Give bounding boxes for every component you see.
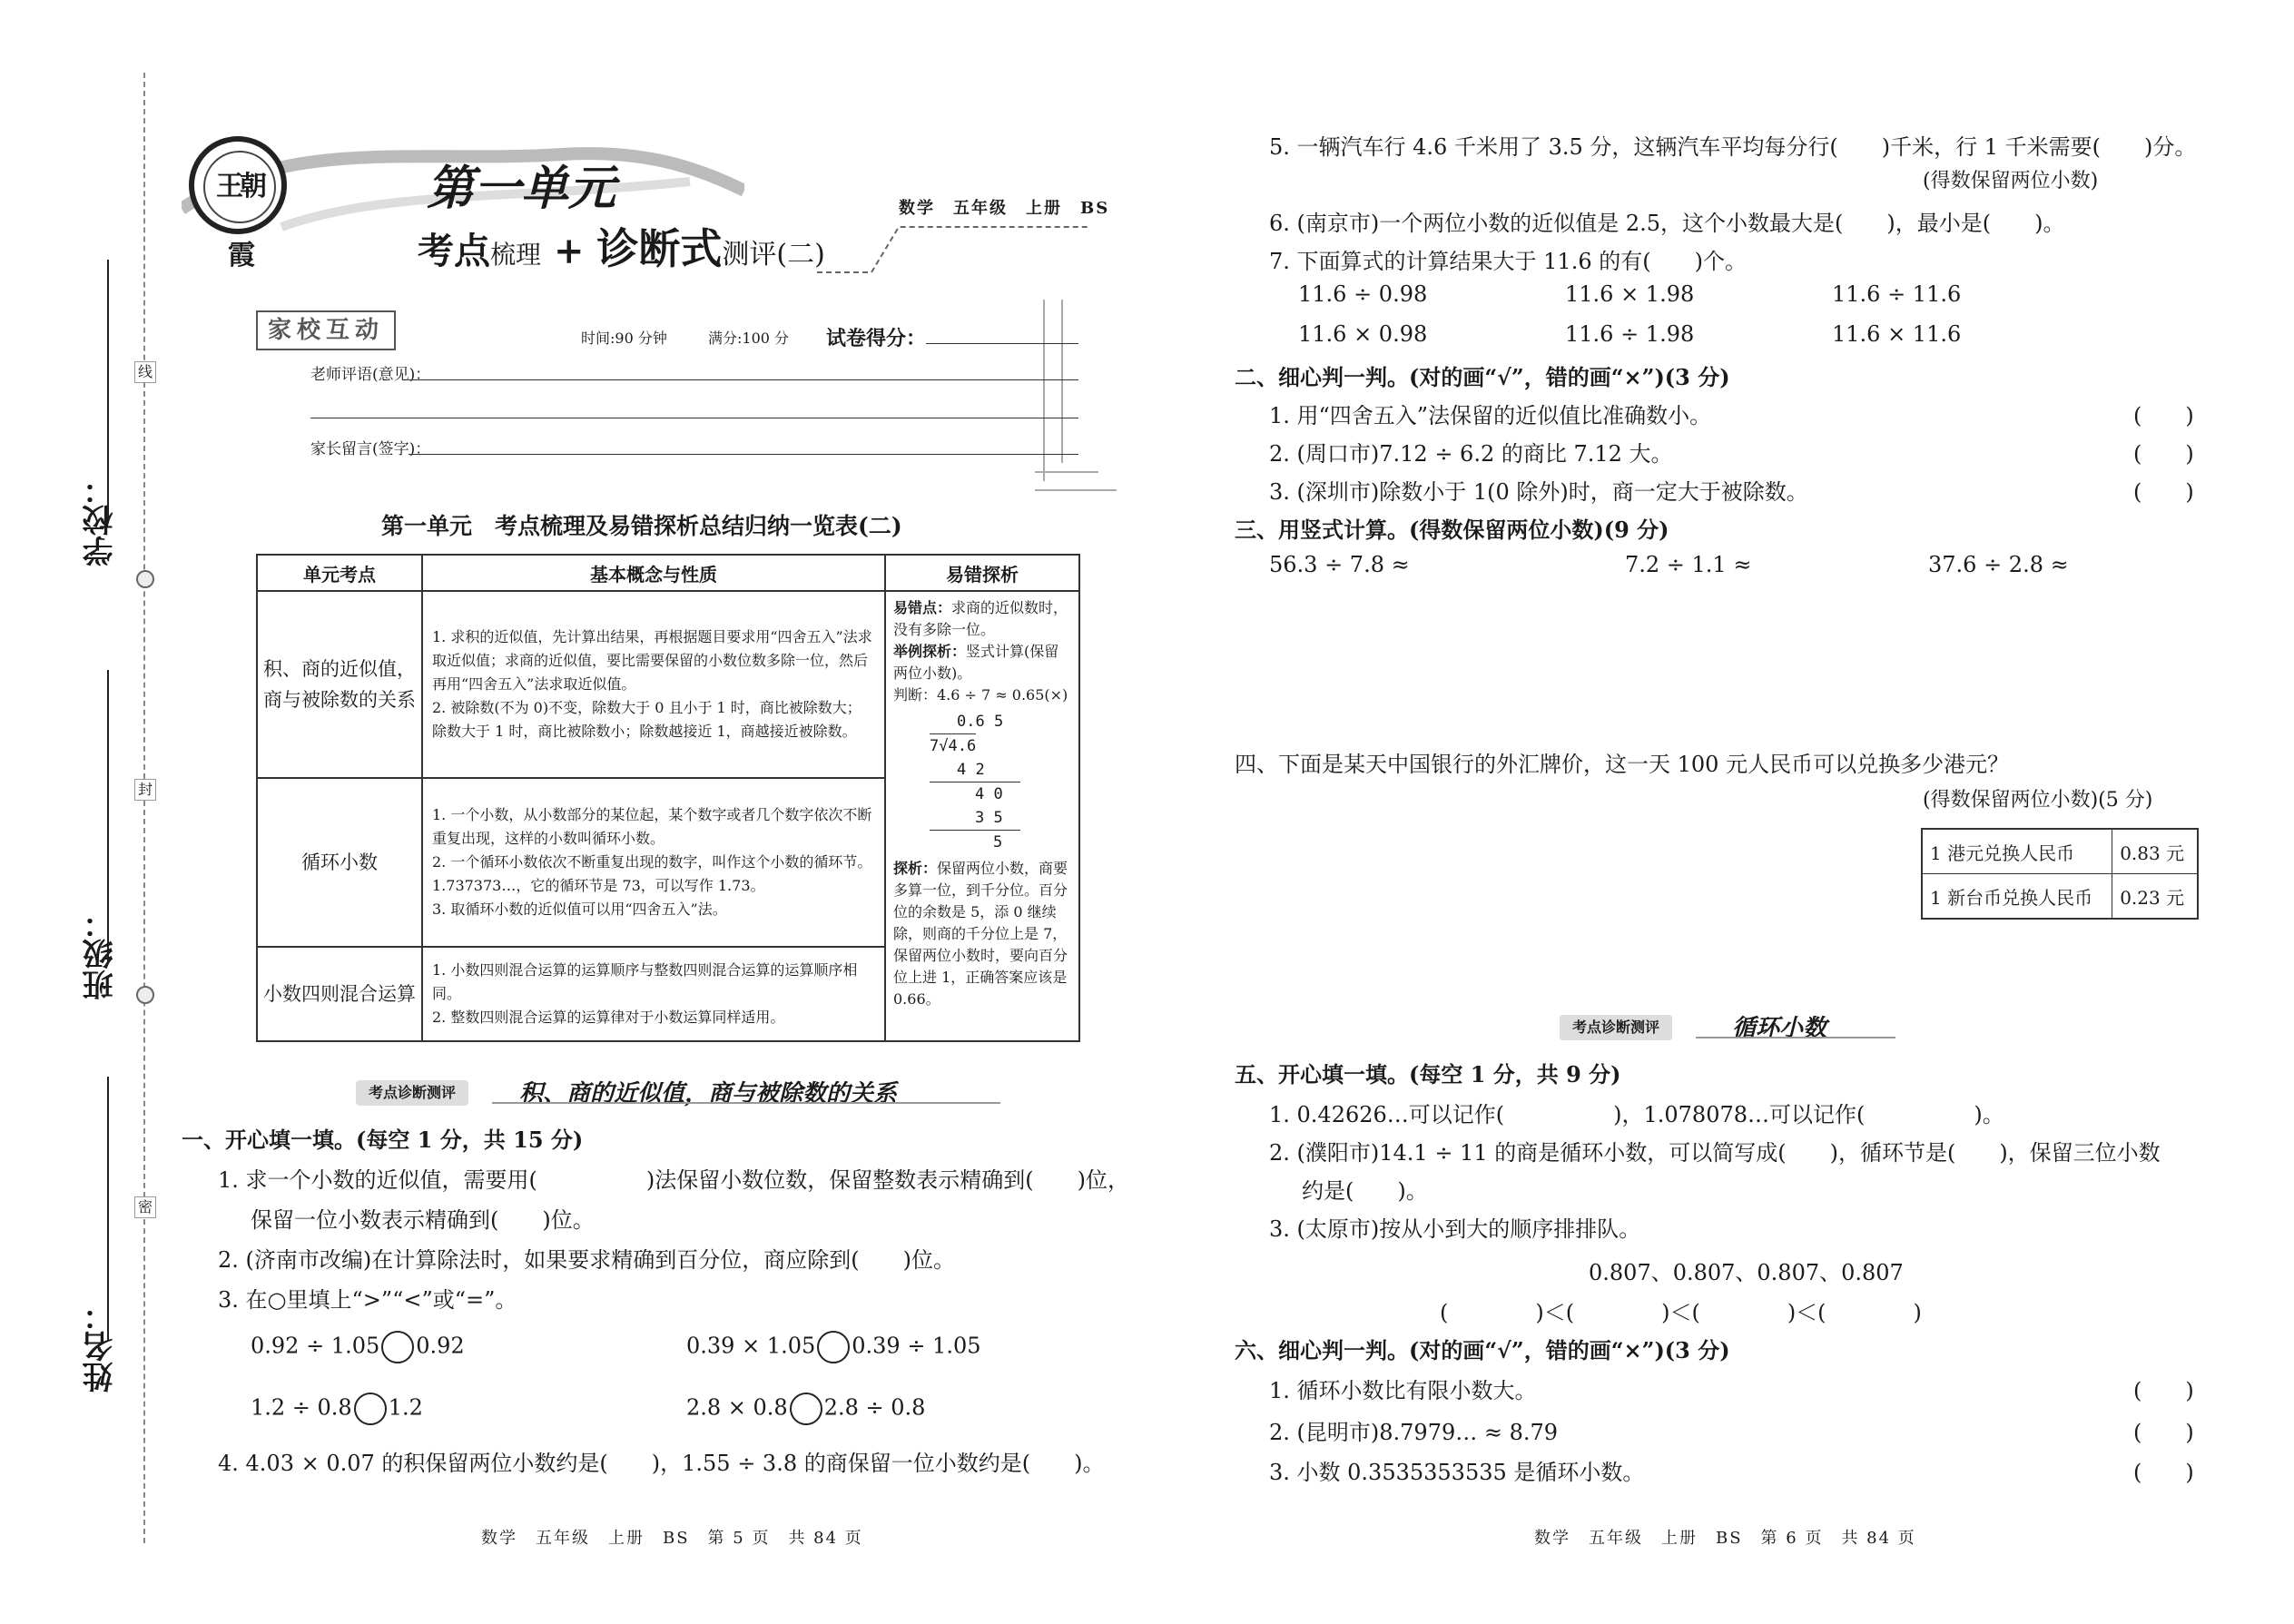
banner-arrow	[1696, 1037, 1895, 1038]
page-footer-left: 数学 五年级 上册 BS 第 5 页 共 84 页	[481, 1529, 863, 1548]
topic-cell: 积、商的近似值，商与被除数的关系	[257, 591, 422, 778]
time-label: 时间:90 分钟	[581, 330, 667, 347]
error-point-text: 求商的近似数时，没有多除一位。	[893, 599, 1068, 638]
col-header: 基本概念与性质	[422, 555, 885, 591]
section-banner	[1560, 1015, 1905, 1040]
concept-cell	[422, 947, 885, 1041]
banner-tag: 考点诊断测评	[1560, 1015, 1672, 1040]
error-analysis-text: 保留两位小数，商要多算一位，到千分位。百分位的余数是 5，添 0 继续除，则商的千分位上是 7，保留两位小数时，要向百分位上进 1，正确答案应该是 0.66。	[893, 860, 1068, 1008]
error-analysis-label: 探析：	[893, 860, 938, 877]
q7-option: 11.6 × 0.98	[1298, 321, 1428, 347]
q7-option: 11.6 ÷ 1.98	[1565, 321, 1695, 347]
repeating-decimals: 0.807、0.807、0.807、0.807	[1589, 1260, 1904, 1285]
compare-circle[interactable]	[354, 1393, 387, 1425]
part5-question-2a: 2. (濮阳市)14.1 ÷ 11 的商是循环小数，可以简写成( )，循环节是( )，保留三位小数	[1269, 1140, 2161, 1166]
division-step: 4 2	[930, 758, 1020, 782]
question-5-note: (得数保留两位小数)	[1923, 170, 2099, 192]
binding-hole	[136, 570, 154, 588]
compare-right: 0.92	[416, 1333, 465, 1359]
page-footer-right: 数学 五年级 上册 BS 第 6 页 共 84 页	[1534, 1529, 1916, 1548]
part4-note: (得数保留两位小数)(5 分)	[1923, 789, 2153, 812]
compare-circle[interactable]	[790, 1393, 822, 1425]
answer-paren[interactable]: ( )	[2133, 1420, 2194, 1445]
compare-item	[251, 1331, 465, 1363]
judge-item: 1. 用“四舍五入”法保留的近似值比准确数小。	[1269, 403, 1712, 428]
binding-hole	[136, 986, 154, 1004]
concept-item: 1. 求积的近似值，先计算出结果，再根据题目要求用“四舍五入”法求取近似值；求商的近似值，要比需要保留的小数位数多除一位，然后再用“四舍五入”法求取近似值。	[432, 628, 872, 693]
q7-option: 11.6 ÷ 11.6	[1832, 281, 1962, 307]
q7-option: 11.6 ÷ 0.98	[1298, 281, 1428, 307]
subtitle-part: 考点	[418, 230, 490, 272]
answer-paren[interactable]: ( )	[2133, 403, 2194, 428]
calc-item: 56.3 ÷ 7.8 ≈	[1269, 552, 1410, 577]
judge-item: 2. (周口市)7.12 ÷ 6.2 的商比 7.12 大。	[1269, 441, 1673, 467]
error-example-text: 竖式计算(保留两位小数)。	[893, 643, 1059, 682]
division-remainder: 5	[993, 833, 1003, 851]
banner-tag: 考点诊断测评	[356, 1080, 468, 1106]
question-1b: 保留一位小数表示精确到( )位。	[251, 1207, 595, 1233]
subtitle-part: 测评(二)	[722, 239, 825, 271]
question-6: 6. (南京市)一个两位小数的近似值是 2.5，这个小数最大是( )，最小是( )。	[1269, 211, 2065, 236]
compare-right: 0.39 ÷ 1.05	[852, 1333, 981, 1359]
division-quotient: 0.6 5	[957, 713, 1004, 731]
answer-paren[interactable]: ( )	[2133, 441, 2194, 467]
calc-item: 7.2 ÷ 1.1 ≈	[1625, 552, 1752, 577]
calc-item: 37.6 ÷ 2.8 ≈	[1928, 552, 2069, 577]
part5-question-3: 3. (太原市)按从小到大的顺序排排队。	[1269, 1216, 1641, 1242]
q7-option: 11.6 × 1.98	[1565, 281, 1695, 307]
division-dividend: 7√4.6	[930, 733, 976, 758]
section-banner	[356, 1080, 1009, 1106]
part5-title: 五、开心填一填。(每空 1 分，共 9 分)	[1235, 1061, 1621, 1088]
error-point-label: 易错点：	[893, 599, 952, 616]
banner-title: 积、商的近似值，商与被除数的关系	[519, 1080, 898, 1107]
question-7: 7. 下面算式的计算结果大于 11.6 的有( )个。	[1269, 249, 1747, 274]
rate-value: 0.23 元	[2112, 874, 2198, 920]
part5-question-1: 1. 0.42626…可以记作( )，1.078078…可以记作( )。	[1269, 1102, 2004, 1127]
judge-item: 3. (深圳市)除数小于 1(0 除外)时，商一定大于被除数。	[1269, 479, 1808, 505]
part3-title: 三、用竖式计算。(得数保留两位小数)(9 分)	[1235, 517, 1669, 543]
concept-item: 1. 一个小数，从小数部分的某位起，某个数字或者几个数字依次不断重复出现，这样的小数叫循环小数。	[432, 806, 872, 847]
concept-item: 1. 小数四则混合运算的运算顺序与整数四则混合运算的运算顺序相同。	[432, 961, 858, 1002]
error-analysis	[893, 858, 1071, 1010]
compare-item	[686, 1393, 925, 1425]
rate-label: 1 港元兑换人民币	[1922, 829, 2112, 874]
question-2: 2. (济南市改编)在计算除法时，如果要求精确到百分位，商应除到( )位。	[218, 1247, 955, 1273]
binding-mark-line: 线	[134, 361, 156, 383]
name-label: 姓名：	[83, 1300, 119, 1393]
question-1a: 1. 求一个小数的近似值，需要用( )法保留小数位数，保留整数表示精确到( )位，	[218, 1167, 1129, 1193]
division-step: 3 5	[930, 806, 1020, 831]
part2-title: 二、细心判一判。(对的画“√”，错的画“×”)(3 分)	[1235, 364, 1730, 390]
judge-item: 3. 小数 0.3535353535 是循环小数。	[1269, 1460, 1645, 1485]
subtitle-part: +	[553, 230, 585, 272]
question-4: 4. 4.03 × 0.07 的积保留两位小数约是( )，1.55 ÷ 3.8 的商保留一位小数约是( )。	[218, 1451, 1105, 1476]
teacher-comment-label: 老师评语(意见)：	[310, 366, 431, 384]
binding-mark-secret: 密	[134, 1196, 156, 1218]
compare-item	[686, 1331, 981, 1363]
summary-table	[256, 554, 1080, 1042]
rate-label: 1 新台币兑换人民币	[1922, 874, 2112, 920]
teacher-comment-blank[interactable]	[409, 379, 1078, 380]
answer-paren[interactable]: ( )	[2133, 1460, 2194, 1485]
subtitle-part: 梳理	[490, 240, 542, 270]
logo-text: 王朝霞	[203, 151, 276, 223]
compare-circle[interactable]	[817, 1331, 850, 1363]
col-header: 单元考点	[257, 555, 422, 591]
book-meta: 数学 五年级 上册 BS	[899, 199, 1110, 218]
topic-cell: 小数四则混合运算	[257, 947, 422, 1041]
banner-arrow	[492, 1102, 1000, 1104]
corner-decor	[1035, 300, 1117, 508]
family-school-badge: 家校互动	[256, 310, 396, 350]
exchange-rate-table	[1921, 828, 2199, 920]
subtitle-dash-decor	[817, 209, 1089, 281]
q7-option: 11.6 × 11.6	[1832, 321, 1962, 347]
compare-right: 2.8 ÷ 0.8	[823, 1394, 926, 1421]
binding-mark-seal: 封	[134, 779, 156, 801]
compare-left: 0.92 ÷ 1.05	[251, 1333, 380, 1359]
parent-comment-blank[interactable]	[409, 454, 1078, 455]
score-label: 试卷得分：	[826, 327, 927, 350]
compare-item	[251, 1393, 423, 1425]
ordering-blanks[interactable]: ( )＜( )＜( )＜( )	[1440, 1300, 1922, 1325]
compare-right: 1.2	[388, 1394, 423, 1421]
answer-paren[interactable]: ( )	[2133, 479, 2194, 505]
concept-cell	[422, 778, 885, 947]
part6-title: 六、细心判一判。(对的画“√”，错的画“×”)(3 分)	[1235, 1337, 1730, 1363]
division-step: 4 0	[975, 785, 1003, 803]
full-score-label: 满分:100 分	[708, 330, 790, 347]
binding-dashed-line	[143, 73, 145, 1543]
long-division	[893, 710, 1071, 854]
compare-left: 0.39 × 1.05	[686, 1333, 816, 1359]
score-blank[interactable]	[926, 343, 1078, 344]
answer-paren[interactable]: ( )	[2133, 1378, 2194, 1403]
part5-question-2b: 约是( )。	[1302, 1178, 1428, 1204]
banner-title: 循环小数	[1732, 1015, 1827, 1042]
summary-table-caption: 第一单元 考点梳理及易错探析总结归纳一览表(二)	[381, 513, 902, 539]
judge-item: 1. 循环小数比有限小数大。	[1269, 1378, 1537, 1403]
publisher-logo	[189, 136, 287, 271]
concept-cell	[422, 591, 885, 778]
compare-circle[interactable]	[381, 1331, 414, 1363]
concept-item: 2. 整数四则混合运算的运算律对于小数运算同样适用。	[432, 1009, 785, 1026]
parent-comment-label: 家长留言(签字)：	[310, 440, 431, 458]
topic-cell: 循环小数	[257, 778, 422, 947]
question-5: 5. 一辆汽车行 4.6 千米用了 3.5 分，这辆汽车平均每分行( )千米，行 1 千米需要( )分。	[1269, 134, 2197, 160]
error-judge: 判断：4.6 ÷ 7 ≈ 0.65(×)	[893, 686, 1068, 704]
col-header: 易错探析	[885, 555, 1079, 591]
class-label: 班级：	[83, 908, 119, 1000]
school-label: 学校：	[83, 474, 119, 566]
compare-left: 1.2 ÷ 0.8	[251, 1394, 352, 1421]
part4-title: 四、下面是某天中国银行的外汇牌价，这一天 100 元人民币可以兑换多少港元？	[1235, 752, 2010, 777]
error-analysis-cell	[885, 591, 1079, 1041]
concept-item: 3. 取循环小数的近似值可以用“四舍五入”法。	[432, 901, 727, 918]
concept-item: 2. 一个循环小数依次不断重复出现的数字，叫作这个小数的循环节。1.737373…，它的循环节是 73，可以写作 1.73。	[432, 853, 872, 894]
question-3: 3. 在○里填上“>”“<”或“=”。	[218, 1287, 517, 1313]
subtitle-part: 诊断式	[596, 224, 723, 273]
subtitle	[418, 216, 825, 276]
compare-left: 2.8 × 0.8	[686, 1394, 788, 1421]
part1-title: 一、开心填一填。(每空 1 分，共 15 分)	[182, 1127, 584, 1153]
concept-item: 2. 被除数(不为 0)不变，除数大于 0 且小于 1 时，商比被除数大；除数大于 1 时，商比被除数小；除数越接近 1，商越接近被除数。	[432, 699, 861, 740]
unit-title: 第一单元	[427, 161, 616, 216]
error-point	[893, 597, 1071, 641]
judge-item: 2. (昆明市)8.7979… ≈ 8.79	[1269, 1420, 1559, 1445]
rate-value: 0.83 元	[2112, 829, 2198, 874]
error-example-label: 举例探析：	[893, 643, 967, 660]
error-example	[893, 641, 1071, 684]
